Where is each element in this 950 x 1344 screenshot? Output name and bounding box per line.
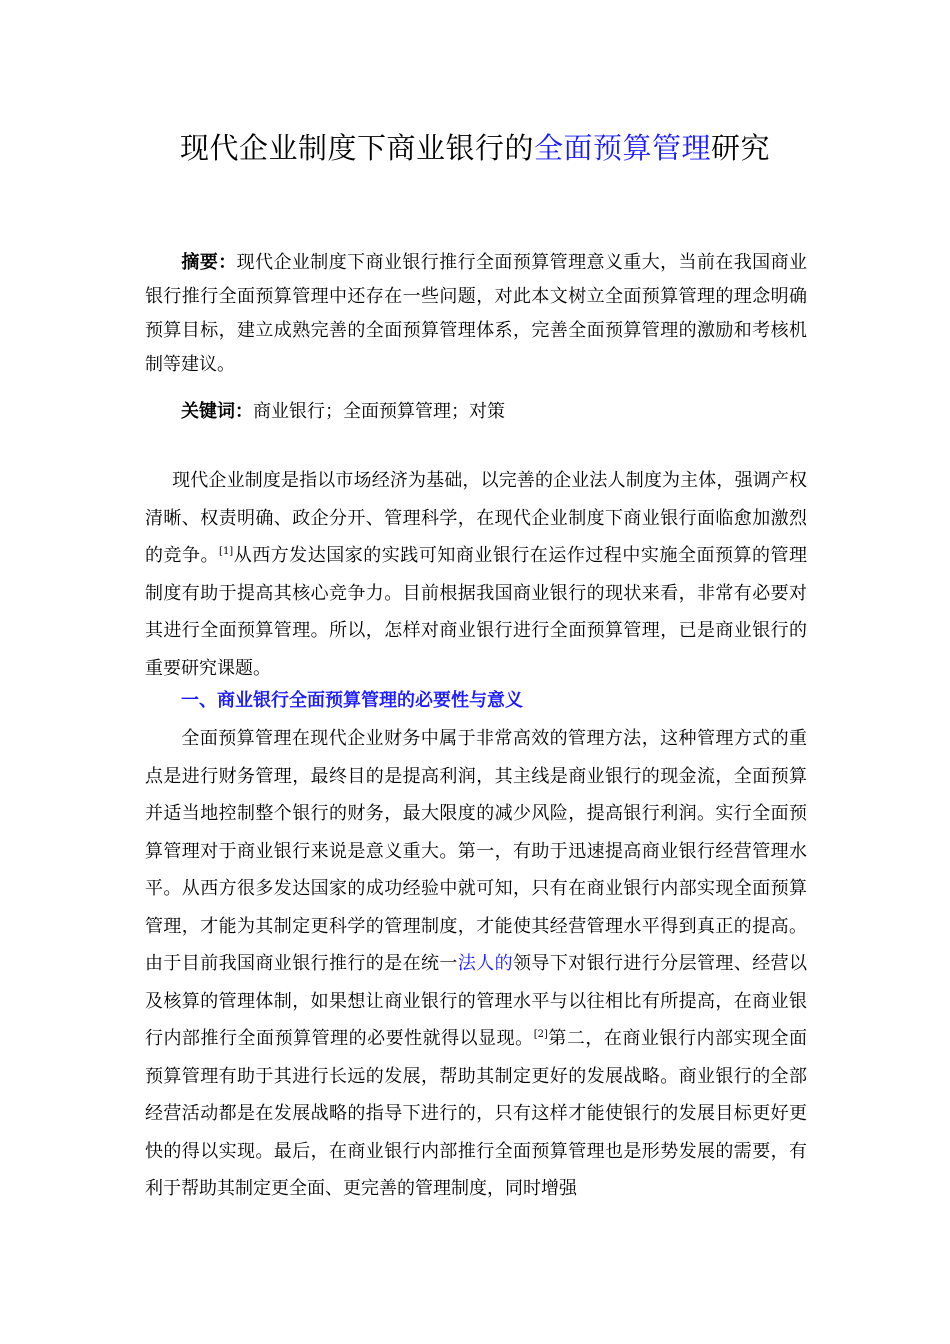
legal-person-link[interactable]: 法人的 (457, 953, 514, 974)
citation-1: [1] (219, 546, 234, 557)
citation-2: [2] (533, 1029, 548, 1040)
intro-paragraph (145, 462, 807, 687)
intro-text-start: 现代企业制度是指以市场经济为基础，以完善的企业法人制度为主体，强调产权清晰、权责明确、政企分开、管理科学，在现代企业制度下商业银行面临愈加激烈的竞争。 (145, 470, 807, 566)
document-title (0, 128, 950, 168)
abstract-label: 摘要： (181, 252, 237, 273)
section-1-text-start: 全面预算管理在现代企业财务中属于非常高效的管理方法，这种管理方式的重点是进行财务管理，最终目的是提高利润，其主线是商业银行的现金流，全面预算并适当地控制整个银行的财务，最大限度的减少风险，提高银行利润。实行全面预算管理对于商业银行来说是意义重大。第一，有助于迅速提高商业银行经营管理水平。从西方很多发达国家的成功经验中就可知，只有在商业银行内部实现全面预算管理，才能为其制定更科学的管理制度，才能使其经营管理水平得到真正的提高。由于目前我国商业银行推行的是在统一 (145, 728, 807, 974)
intro-text-end: 从西方发达国家的实践可知商业银行在运作过程中实施全面预算的管理制度有助于提高其核心竞争力。目前根据我国商业银行的现状来看，非常有必要对其进行全面预算管理。所以，怎样对商业银行进行全面预算管理，已是商业银行的重要研究课题。 (145, 545, 808, 679)
section-1-paragraph (145, 720, 807, 1208)
abstract-paragraph (145, 246, 807, 382)
keywords-line (181, 397, 505, 427)
keywords-text: 商业银行；全面预算管理；对策 (253, 401, 505, 422)
title-text-end: 研究 (711, 131, 771, 165)
section-1-text-middle: 领导下对银行进行分层管理、经营以及核算的管理体制，如果想让商业银行的管理水平与以往相比有所提高，在商业银行内部推行全面预算管理的必要性就得以显现。 (145, 953, 808, 1049)
section-heading: 一、商业银行全面预算管理的必要性与意义 (181, 690, 523, 711)
title-highlight: 全面预算管理 (533, 131, 711, 165)
title-text-start: 现代企业制度下商业银行的 (179, 131, 534, 165)
keywords-label: 关键词： (181, 401, 253, 422)
abstract-text: 现代企业制度下商业银行推行全面预算管理意义重大，当前在我国商业银行推行全面预算管理中还存在一些问题，对此本文树立全面预算管理的理念明确预算目标，建立成熟完善的全面预算管理体系，完善全面预算管理的激励和考核机制等建议。 (145, 252, 808, 375)
section-1-text-end: 第二，在商业银行内部实现全面预算管理有助于其进行长远的发展，帮助其制定更好的发展战略。商业银行的全部经营活动都是在发展战略的指导下进行的，只有这样才能使银行的发展目标更好更快的得以实现。最后，在商业银行内部推行全面预算管理也是形势发展的需要，有利于帮助其制定更全面、更完善的管理制度，同时增强 (145, 1028, 808, 1199)
